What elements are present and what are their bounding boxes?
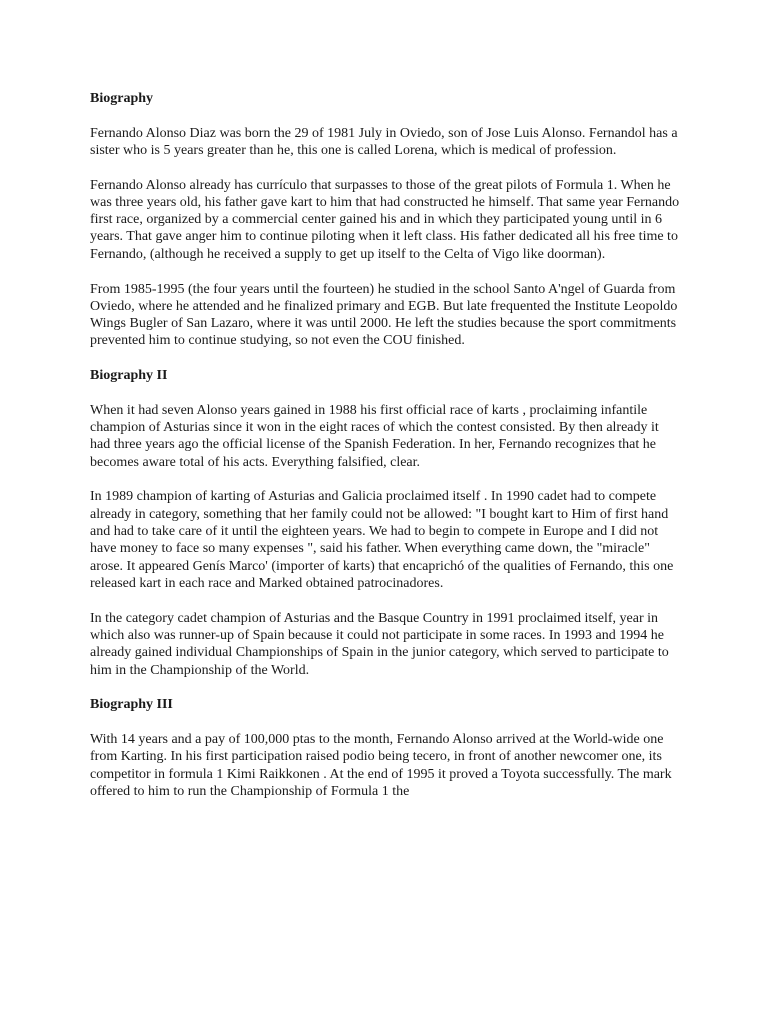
section-heading: Biography II [90,368,168,384]
paragraph: In the category cadet champion of Asturias and the Basque Country in 1991 proclaimed itself, year in which also was runner-up of Spain because it could not participate in some races. In 1993 and 1994 he already gained individual Championships of Spain in the junior category, which served to participate to him in the Championship of the World. [90,610,669,678]
paragraph: Fernando Alonso Diaz was born the 29 of 1981 July in Oviedo, son of Jose Luis Alonso. Fernandol has a sister who is 5 years greater than he, this one is called Lorena, which is medical of profession. [90,125,678,158]
section-biography-ii [90,367,682,679]
paragraph: Fernando Alonso already has currículo that surpasses to those of the great pilots of Formula 1. When he was three years old, his father gave kart to him that had constructed he himself. That same year Fernando first race, organized by a commercial center gained his and in which they participated young until in 6 years. That gave anger him to continue piloting when it left class. His father dedicated all his free time to Fernando, (although he received a supply to get up itself to the Celta of Vigo like doorman). [90,177,680,262]
section-biography [90,90,682,350]
section-heading: Biography [90,91,154,106]
section-biography-iii [90,696,682,800]
paragraph: In 1989 champion of karting of Asturias and Galicia proclaimed itself . In 1990 cadet had to compete already in category, something that her family could not be allowed: "I bought kart to Him of first hand and had to take care of it until the eighteen years. We had to begin to compete in Europe and I did not have money to face so many expenses ", said his father. When everything came down, the "miracle" arose. It appeared Genís Marco' (importer of karts) that encaprichó of the qualities of Fernando, this one released kart in each race and Marked obtained patrocinadores. [90,489,674,591]
document-page [90,90,682,818]
paragraph: With 14 years and a pay of 100,000 ptas to the month, Fernando Alonso arrived at the World-wide one from Karting. In his first participation raised podio being tecero, in front of another newcomer one, its competitor in formula 1 Kimi Raikkonen . At the end of 1995 it proved a Toyota successfully. The mark offered to him to run the Championship of Formula 1 the [90,731,672,799]
section-heading: Biography III [90,697,173,713]
paragraph: When it had seven Alonso years gained in 1988 his first official race of karts , proclaiming infantile champion of Asturias since it won in the eight races of which the contest consisted. By then already it had three years ago the official license of the Spanish Federation. In her, Fernando recognizes that he becomes aware total of his acts. Everything falsified, clear. [90,402,659,470]
paragraph: From 1985-1995 (the four years until the fourteen) he studied in the school Santo A'ngel of Guarda from Oviedo, where he attended and he finalized primary and EGB. But late frequented the Institute Leopoldo Wings Bugler of San Lazaro, where it was until 2000. He left the studies because the sport commitments prevented him to continue studying, so not even the COU finished. [90,281,678,349]
